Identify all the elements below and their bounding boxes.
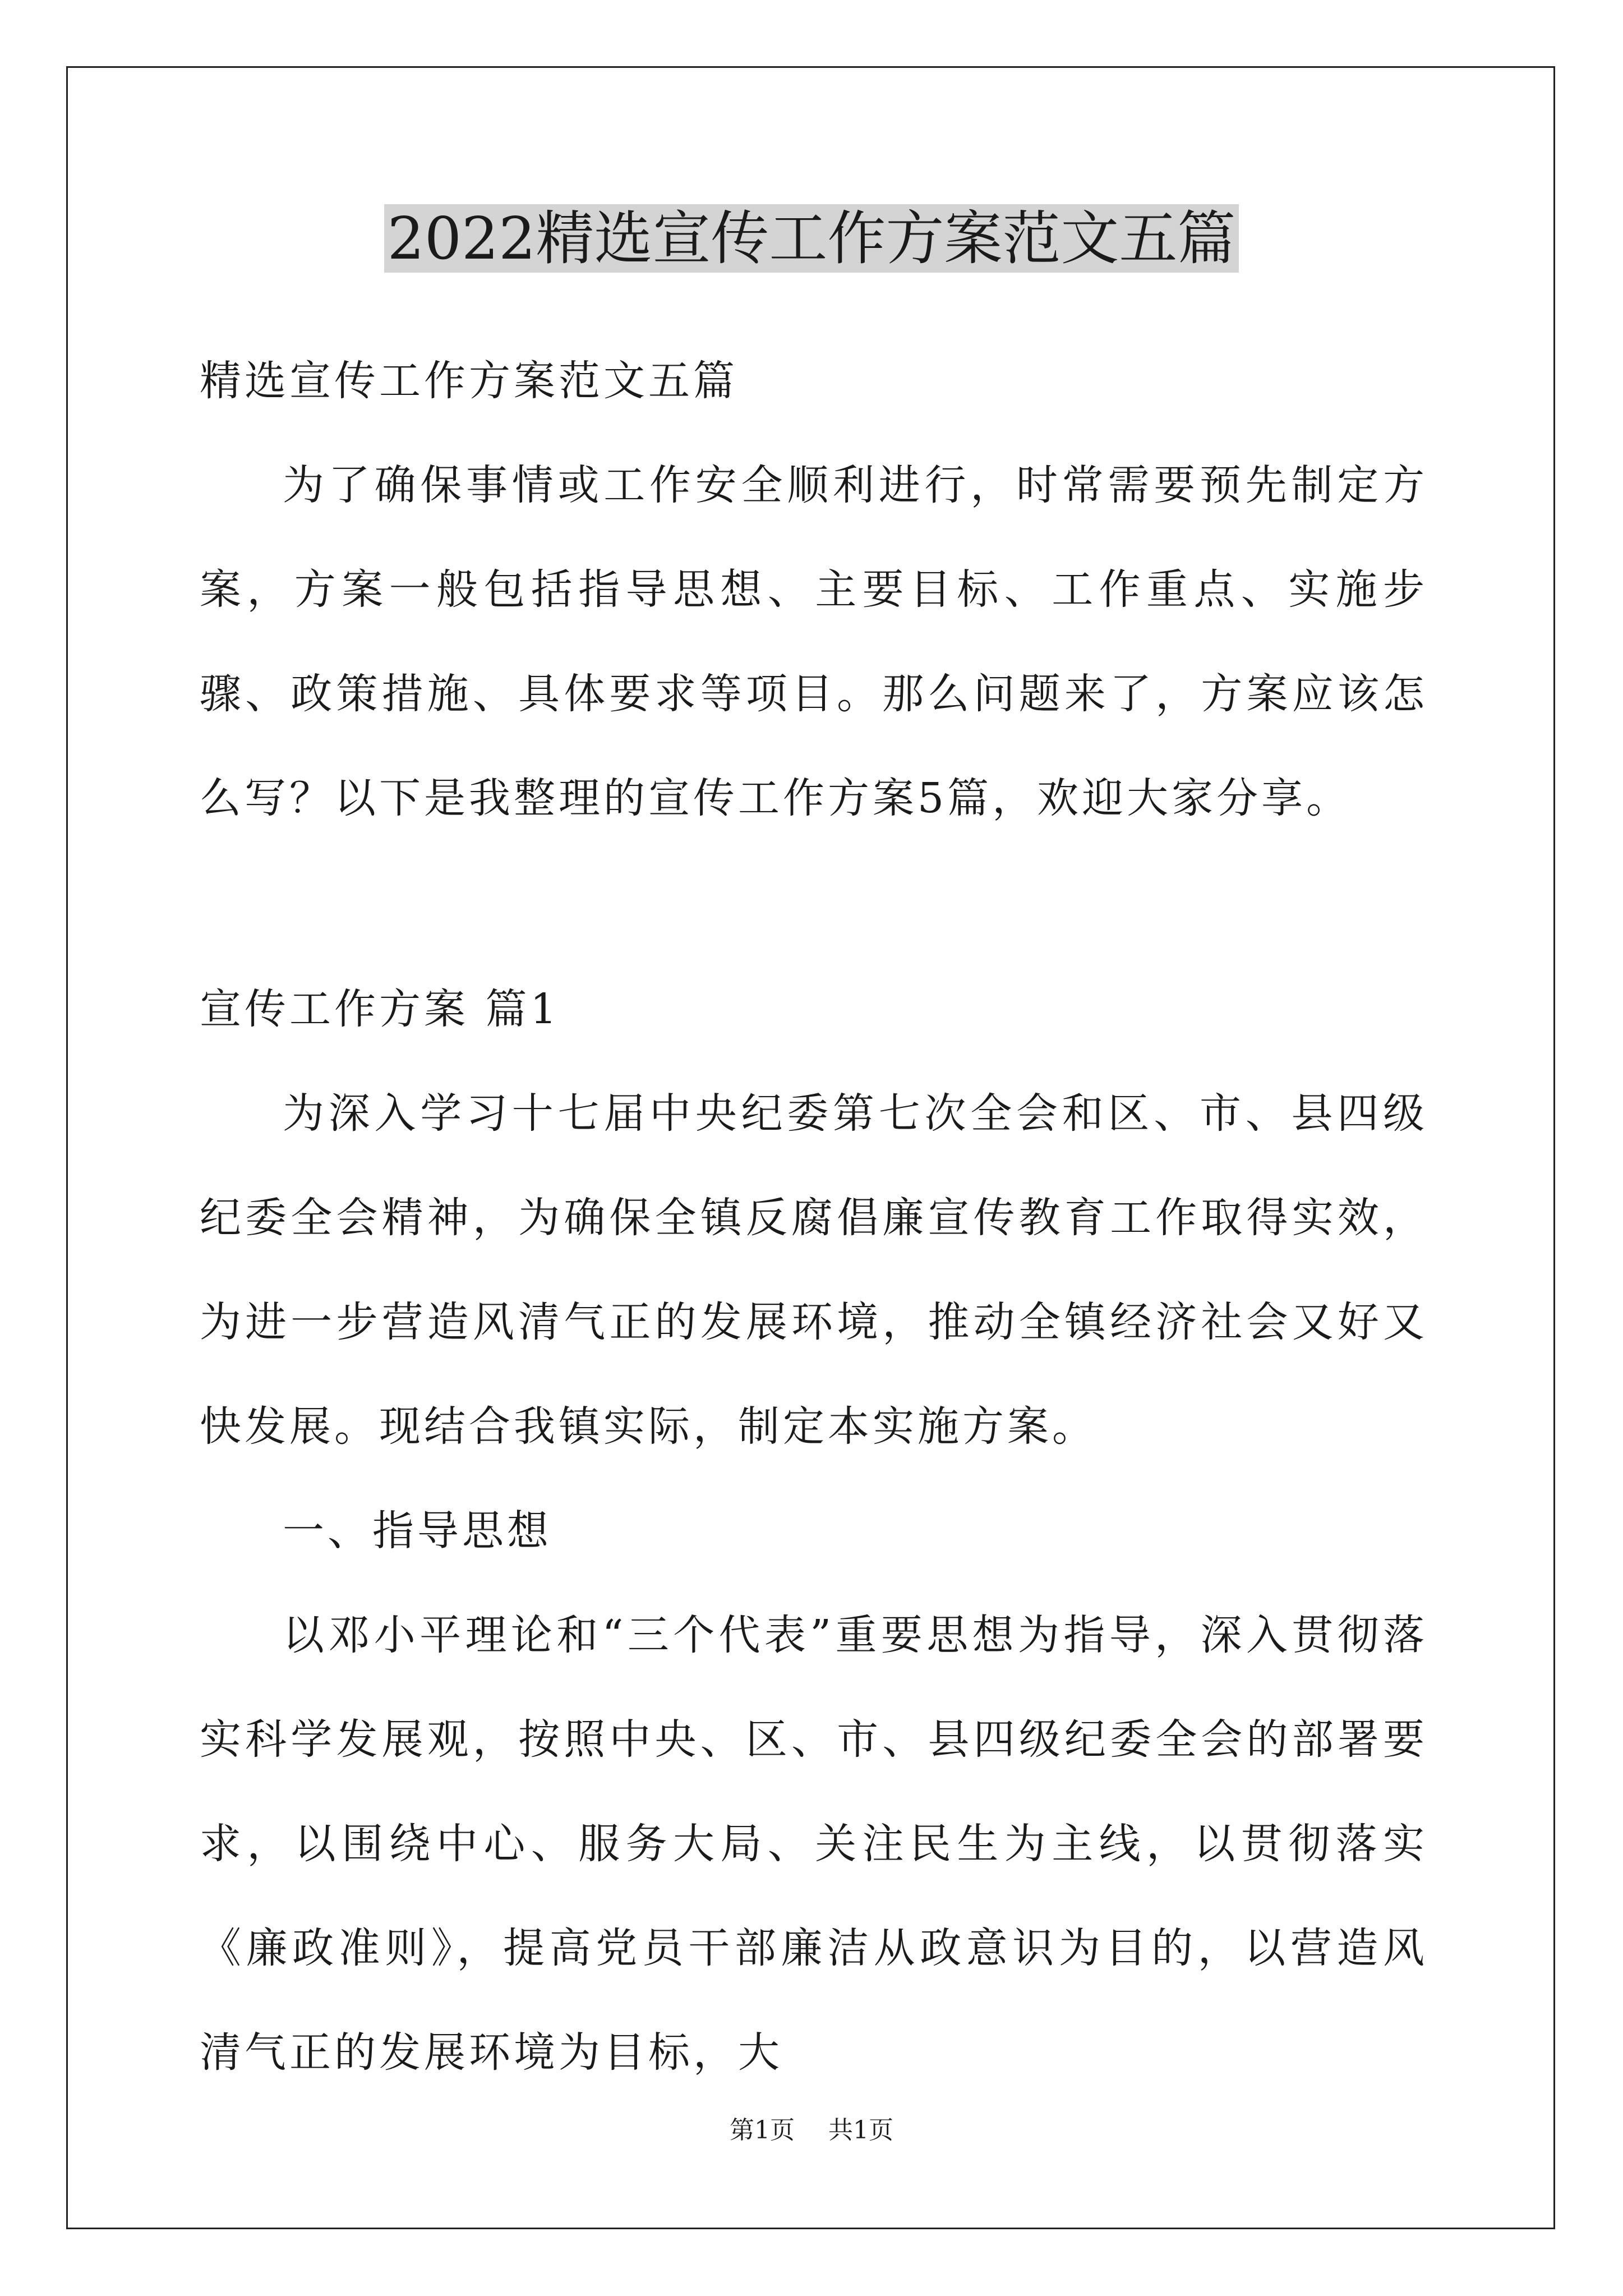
section-heading: 宣传工作方案 篇1: [200, 985, 560, 1033]
document-body: [200, 329, 1428, 2105]
subheading: 一、指导思想: [283, 1507, 552, 1555]
intro-paragraph: 为了确保事情或工作安全顺利进行，时常需要预先制定方案，方案一般包括指导思想、主要目标、工作重点、实施步骤、政策措施、具体要求等项目。那么问题来了，方案应该怎么写？以下是我整理的宣传工作方案5篇，欢迎大家分享。: [200, 461, 1428, 822]
page-number-total: 共1页: [828, 2116, 893, 2145]
page-number-current: 第1页: [730, 2116, 795, 2145]
document-title: [0, 202, 1623, 275]
section-spacer: [200, 850, 1428, 957]
page-footer: [0, 2114, 1623, 2147]
document-subtitle: 精选宣传工作方案范文五篇: [200, 357, 738, 405]
body-paragraph: 以邓小平理论和“三个代表”重要思想为指导，深入贯彻落实科学发展观，按照中央、区、市、县四级纪委全会的部署要求，以围绕中心、服务大局、关注民生为主线，以贯彻落实《廉政准则》，提高党员干部廉洁从政意识为目的，以营造风清气正的发展环境为目标，大: [200, 1611, 1428, 2077]
document-title-text: 2022精选宣传工作方案范文五篇: [384, 204, 1239, 273]
body-paragraph: 为深入学习十七届中央纪委第七次全会和区、市、县四级纪委全会精神，为确保全镇反腐倡廉宣传教育工作取得实效，为进一步营造风清气正的发展环境，推动全镇经济社会又好又快发展。现结合我镇实际，制定本实施方案。: [200, 1089, 1428, 1451]
